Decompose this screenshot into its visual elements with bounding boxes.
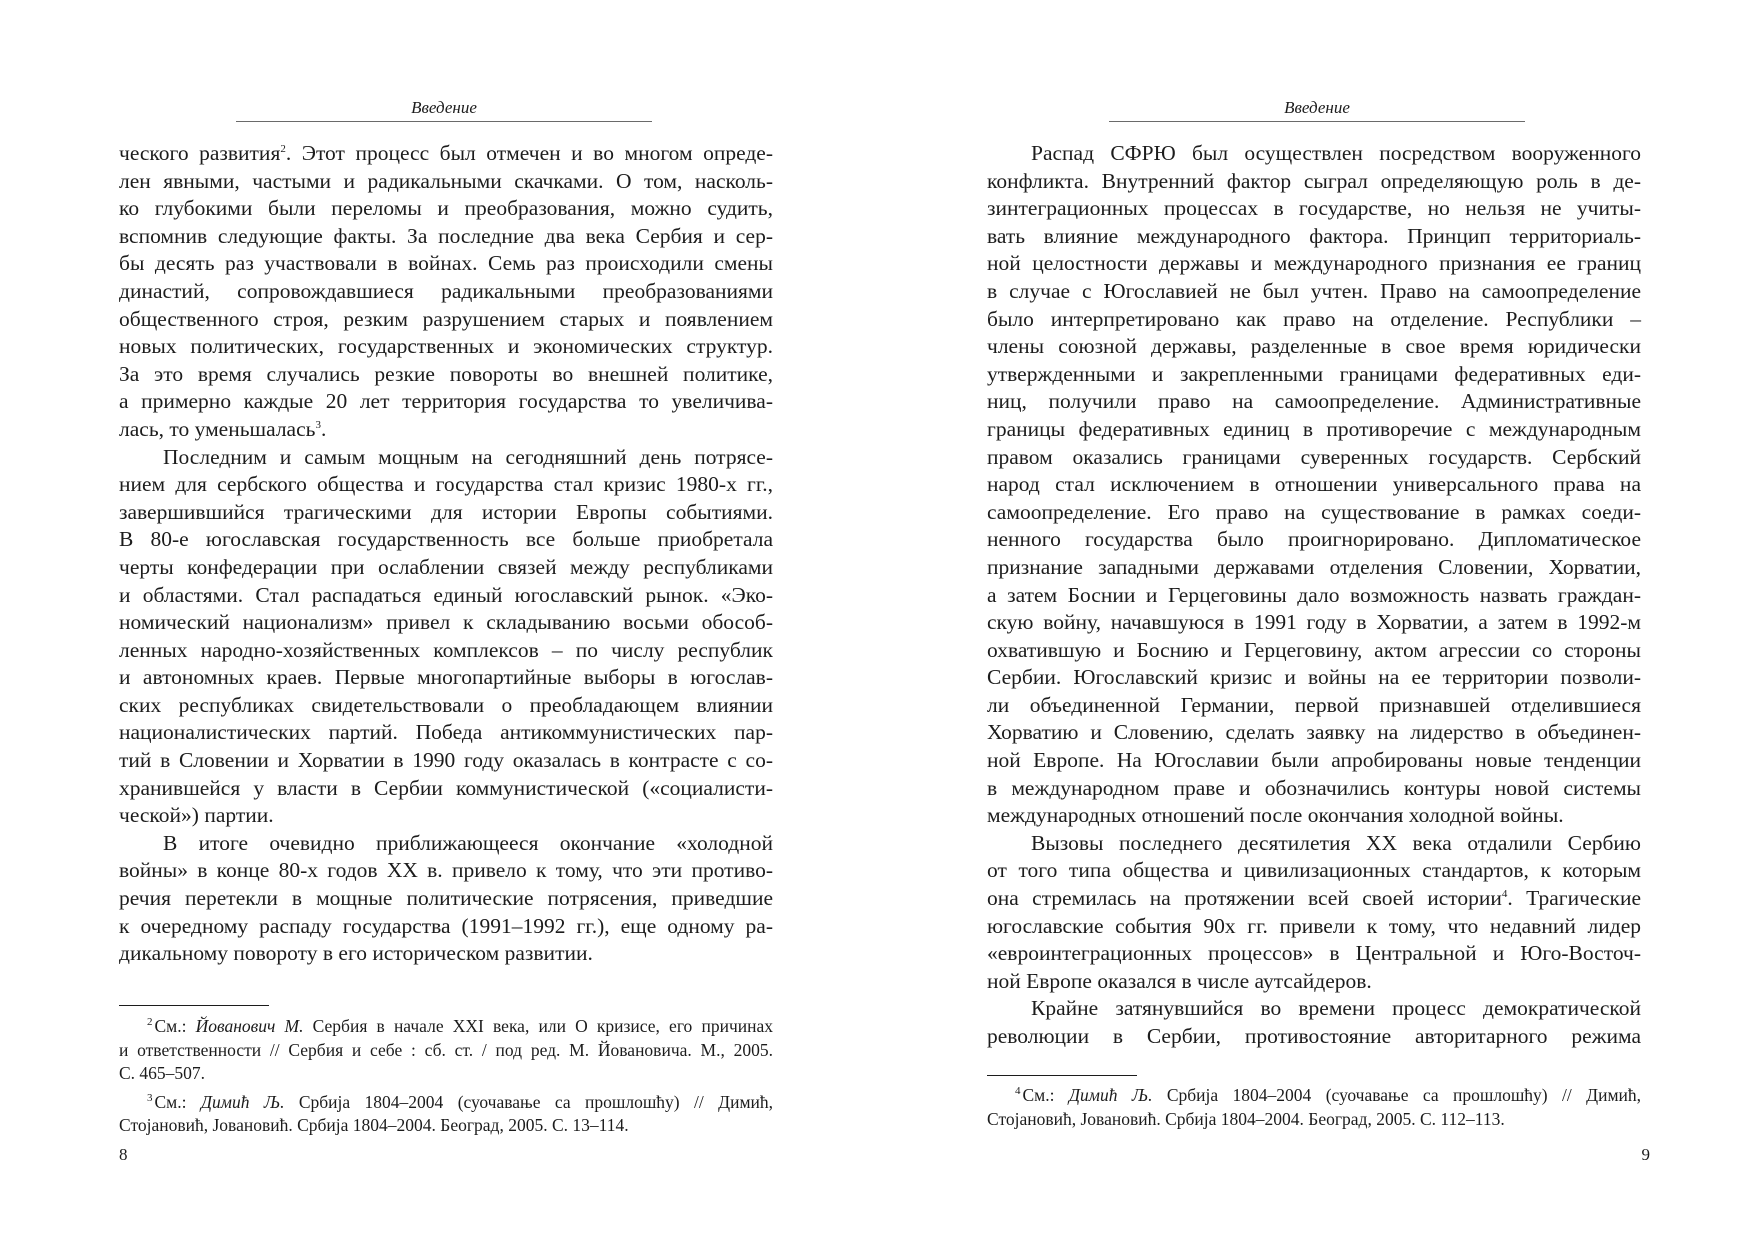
text-line: В 80-е югославская государственность все больше приобретала <box>119 527 773 552</box>
text-line: завершившийся трагическими для истории Европы событиями. <box>119 499 773 524</box>
running-head: Введение <box>411 98 477 117</box>
right-page <box>875 0 1749 1241</box>
footnote-line: Стојановић, Јовановић. Србија 1804–2004. Београд, 2005. С. 13–114. <box>119 1115 629 1135</box>
header-rule <box>236 121 652 122</box>
body-text <box>119 140 773 968</box>
header-rule <box>1109 121 1525 122</box>
footnote-author: Димић Љ. <box>1068 1085 1153 1105</box>
text-line: и автономных краев. Первые многопартийные выборы в югослав- <box>119 665 773 690</box>
text-line: от того типа общества и цивилизационных стандартов, к которым <box>987 858 1641 883</box>
text-line: новых политических, государственных и экономических структур. <box>119 334 773 359</box>
footnote-ref[interactable]: 2 <box>280 142 286 155</box>
text-line: войны» в конце 80-х годов XX в. привело к тому, что эти противо- <box>119 858 773 883</box>
footnote: $^4$ См.: Димић Љ. Србија 1804–2004 (суочавање са прошлошћу) // Димић, <box>1015 1085 1642 1105</box>
text-line: международных отношений после окончания холодной войны. <box>987 803 1564 828</box>
text-line: в международном праве и обозначились контуры новой системы <box>987 775 1641 800</box>
text-line: и областями. Стал распадаться единый югославский рынок. «Эко- <box>119 582 773 607</box>
paragraph-start: Вызовы последнего десятилетия XX века отдалили Сербию <box>1031 830 1641 855</box>
footnote: $^3$ См.: Димић Љ. Србија 1804–2004 (суочавање са прошлошћу) // Димић, <box>147 1091 774 1112</box>
text-line: народ стал исключением в отношении универсального права на <box>987 472 1641 497</box>
footnote-mark: 4 <box>1015 1085 1021 1098</box>
text-line: революции в Сербии, противостояние авторитарного режима <box>987 1024 1641 1048</box>
text-line: общественного строя, резким разрушением старых и появлением <box>119 306 773 331</box>
footnote-mark: 3 <box>147 1091 153 1104</box>
text-line: члены союзной державы, разделенные в свое время юридически <box>987 334 1641 359</box>
text-line: скую войну, начавшуюся в 1991 году в Хорватии, а затем в 1992-м <box>987 610 1641 635</box>
paragraph-start: Крайне затянувшийся во времени процесс демократической <box>1031 996 1641 1021</box>
footnote-line: С. 465–507. <box>119 1063 206 1083</box>
paragraph-start: Распад СФРЮ был осуществлен посредством вооруженного <box>1031 141 1641 165</box>
footnote-mark: 2 <box>147 1016 153 1029</box>
text-line: а затем Боснии и Герцеговины дало возможность назвать граждан- <box>987 582 1641 607</box>
text-line: утвержденными и закрепленными границами федеративных еди- <box>987 361 1641 386</box>
text-line: Хорватию и Словению, сделать заявку на лидерство в объединен- <box>987 720 1641 745</box>
text-line: черты конфедерации при ослаблении связей между республиками <box>119 554 773 579</box>
text-line: «евроинтеграционных процессов» в Центральной и Юго-Восточ- <box>987 941 1641 966</box>
footnotes <box>987 1084 1641 1131</box>
body-text <box>987 140 1641 1051</box>
text-line: ческого развития$^2$. Этот процесс был отмечен и во многом опреде- <box>119 141 773 165</box>
text-line: ненного государства было проигнорировано. Дипломатическое <box>987 527 1641 552</box>
text-line: а примерно каждые 20 лет территория государства то увеличива- <box>119 389 773 414</box>
footnote-divider <box>119 1005 269 1006</box>
text-line: речия перетекли в мощные политические потрясения, приведшие <box>119 886 773 911</box>
text-line: самоопределение. Его право на существование в рамках соеди- <box>987 499 1641 524</box>
footnote-line: Стојановић, Јовановић. Србија 1804–2004. Београд, 2005. С. 112–113. <box>987 1108 1505 1129</box>
text-line: тий в Словении и Хорватии в 1990 году оказалась в контрасте с со- <box>119 748 773 773</box>
text-line: вспомнив следующие факты. За последние два века Сербия и сер- <box>119 223 773 248</box>
footnote-ref[interactable]: 3 <box>315 418 321 431</box>
text-line: ческой») партии. <box>119 803 274 828</box>
text-line: ли объединенной Германии, первой признавшей отделившиеся <box>987 692 1641 717</box>
text-line: югославские события 90х гг. привели к тому, что недавний лидер <box>987 913 1641 938</box>
text-line: к очередному распаду государства (1991–1992 гг.), еще одному ра- <box>119 913 773 938</box>
text-line: За это время случались резкие повороты во внешней политике, <box>119 361 773 386</box>
text-line: хранившейся у власти в Сербии коммунистической («социалисти- <box>119 775 773 800</box>
running-head: Введение <box>1284 98 1350 117</box>
text-line: охватившую и Боснию и Герцеговину, актом агрессии со стороны <box>987 637 1641 662</box>
footnote: $^2$ См.: Йованович М. Сербия в начале XXI века, или О кризисе, его причинах <box>147 1016 773 1036</box>
text-line: лась, то уменьшалась$^3$. <box>119 416 327 441</box>
text-line: Сербии. Югославский кризис и войны на ее территории позволи- <box>987 665 1641 690</box>
text-line: ниц, получили право на самоопределение. Административные <box>987 389 1641 414</box>
text-line: зинтеграционных процессах в государстве, но нельзя не учиты- <box>987 196 1641 221</box>
text-line: династий, сопровождавшиеся радикальными преобразованиями <box>119 278 773 303</box>
text-line: лен явными, частыми и радикальными скачками. О том, насколь- <box>119 168 773 193</box>
text-line: было интерпретировано как право на отделение. Республики – <box>987 306 1641 331</box>
page-number: 9 <box>1641 1145 1650 1164</box>
text-line: ских республиках свидетельствовали о преобладающем влиянии <box>119 692 773 717</box>
text-line: бы десять раз участвовали в войнах. Семь раз происходили смены <box>119 251 773 276</box>
text-line: ко глубокими были переломы и преобразования, можно судить, <box>119 196 773 221</box>
text-line: она стремилась на протяжении всей своей истории$^4$. Трагические <box>987 886 1642 911</box>
text-line: дикальному повороту в его историческом развитии. <box>119 941 593 966</box>
text-line: вать влияние международного фактора. Принцип территориаль- <box>987 223 1641 248</box>
text-line: ной Европе оказался в числе аутсайдеров. <box>987 968 1372 993</box>
paragraph-start: Последним и самым мощным на сегодняшний день потрясе- <box>163 444 773 469</box>
footnotes <box>119 1015 773 1138</box>
footnote-author: Йованович М. <box>195 1016 304 1036</box>
footnote-author: Димић Љ. <box>200 1091 285 1112</box>
left-page <box>0 0 874 1241</box>
page-number: 8 <box>119 1145 128 1164</box>
footnote-line: и ответственности // Сербия и себе : сб. ст. / под ред. М. Йовановича. М., 2005. <box>119 1039 773 1060</box>
text-line: националистических партий. Победа антикоммунистических пар- <box>119 720 773 745</box>
text-line: правом оказались границами суверенных государств. Сербский <box>987 444 1641 469</box>
text-line: конфликта. Внутренний фактор сыграл определяющую роль в де- <box>987 168 1641 193</box>
text-line: нием для сербского общества и государства стал кризис 1980-х гг., <box>119 472 773 497</box>
text-line: ной Европе. На Югославии были апробированы новые тенденции <box>987 748 1641 773</box>
text-line: ленных народно-хозяйственных комплексов – по числу республик <box>119 637 773 662</box>
paragraph-start: В итоге очевидно приближающееся окончание «холодной <box>163 830 773 855</box>
text-line: в случае с Югославией не был учтен. Право на самоопределение <box>987 278 1641 303</box>
text-line: признание западными державами отделения Словении, Хорватии, <box>987 554 1641 579</box>
text-line: номический национализм» привел к складыванию восьми обособ- <box>119 610 773 635</box>
footnote-divider <box>987 1075 1137 1076</box>
footnote-ref[interactable]: 4 <box>1501 887 1508 900</box>
text-line: ной целостности державы и международного признания ее границ <box>987 251 1641 276</box>
text-line: границы федеративных единиц в противоречие с международным <box>987 416 1641 441</box>
